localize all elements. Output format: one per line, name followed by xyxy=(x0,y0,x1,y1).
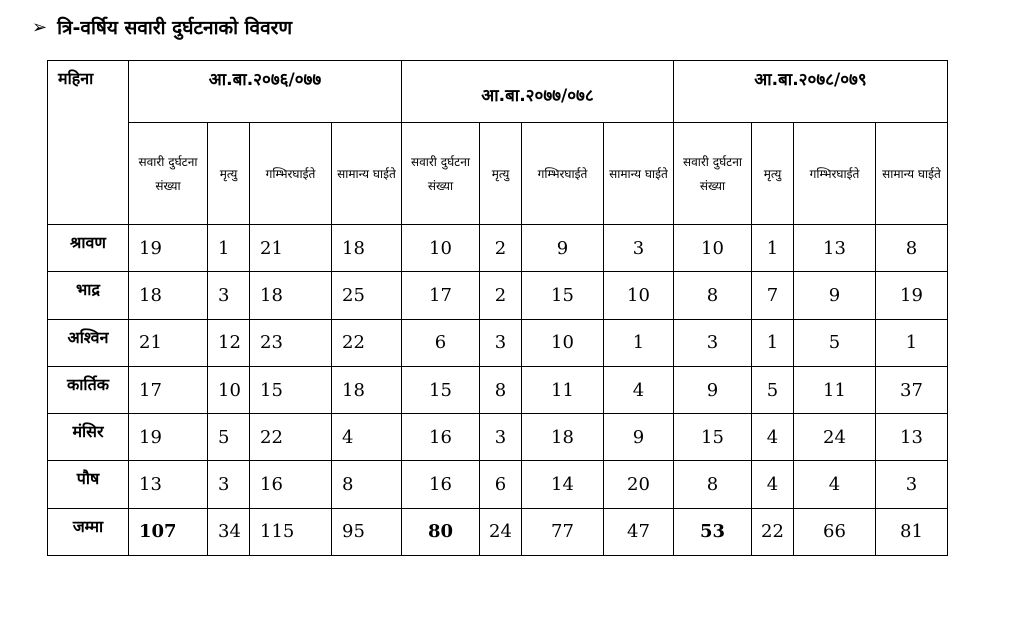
heading-title: त्रि-वर्षिय सवारी दुर्घटनाको विवरण xyxy=(57,17,293,39)
value-cell: 34 xyxy=(208,508,250,555)
value-cell: 15 xyxy=(522,272,604,319)
value-cell: 115 xyxy=(250,508,332,555)
month-cell: कार्तिक xyxy=(48,366,129,413)
value-cell: 66 xyxy=(794,508,876,555)
value-cell: 3 xyxy=(208,461,250,508)
value-cell: 12 xyxy=(208,319,250,366)
value-cell: 5 xyxy=(208,414,250,461)
value-cell: 6 xyxy=(402,319,480,366)
value-cell: 11 xyxy=(522,366,604,413)
subheader-deaths: मृत्यु xyxy=(480,123,522,225)
value-cell: 13 xyxy=(129,461,208,508)
value-cell: 1 xyxy=(752,319,794,366)
subheader-accidents: सवारी दुर्घटना संख्या xyxy=(674,123,752,225)
value-cell: 14 xyxy=(522,461,604,508)
month-cell: भाद्र xyxy=(48,272,129,319)
section-heading xyxy=(32,14,292,40)
value-cell: 24 xyxy=(794,414,876,461)
subheader-serious-injured: गम्भिरघाईते xyxy=(794,123,876,225)
value-cell: 1 xyxy=(752,225,794,272)
month-cell: मंसिर xyxy=(48,414,129,461)
year-header-1: आ.बा.२०७६/०७७ xyxy=(129,61,402,123)
accident-table xyxy=(47,60,948,556)
subheader-accidents: सवारी दुर्घटना संख्या xyxy=(129,123,208,225)
subheader-serious-injured: गम्भिरघाईते xyxy=(522,123,604,225)
value-cell: 9 xyxy=(674,366,752,413)
year-header-3: आ.बा.२०७८/०७९ xyxy=(674,61,948,123)
value-cell: 13 xyxy=(876,414,948,461)
value-cell: 15 xyxy=(674,414,752,461)
value-cell: 13 xyxy=(794,225,876,272)
table-row xyxy=(48,366,948,413)
value-cell: 95 xyxy=(332,508,402,555)
value-cell: 18 xyxy=(332,225,402,272)
value-cell: 22 xyxy=(332,319,402,366)
value-cell: 3 xyxy=(674,319,752,366)
year-header-2: आ.बा.२०७७/०७८ xyxy=(402,61,674,123)
value-cell: 9 xyxy=(522,225,604,272)
value-cell: 3 xyxy=(208,272,250,319)
value-cell: 22 xyxy=(752,508,794,555)
value-cell: 16 xyxy=(402,461,480,508)
value-cell: 80 xyxy=(402,508,480,555)
value-cell: 18 xyxy=(522,414,604,461)
value-cell: 24 xyxy=(480,508,522,555)
subheader-serious-injured: गम्भिरघाईते xyxy=(250,123,332,225)
value-cell: 15 xyxy=(250,366,332,413)
value-cell: 25 xyxy=(332,272,402,319)
value-cell: 10 xyxy=(674,225,752,272)
value-cell: 15 xyxy=(402,366,480,413)
value-cell: 1 xyxy=(208,225,250,272)
value-cell: 3 xyxy=(480,414,522,461)
value-cell: 3 xyxy=(876,461,948,508)
table-body xyxy=(48,225,948,556)
value-cell: 4 xyxy=(332,414,402,461)
value-cell: 4 xyxy=(752,461,794,508)
value-cell: 37 xyxy=(876,366,948,413)
subheader-minor-injured: सामान्य घाईते xyxy=(876,123,948,225)
value-cell: 4 xyxy=(794,461,876,508)
subheader-accidents: सवारी दुर्घटना संख्या xyxy=(402,123,480,225)
value-cell: 16 xyxy=(402,414,480,461)
value-cell: 11 xyxy=(794,366,876,413)
value-cell: 8 xyxy=(332,461,402,508)
value-cell: 17 xyxy=(402,272,480,319)
month-header: महिना xyxy=(48,61,129,225)
value-cell: 3 xyxy=(604,225,674,272)
subheader-deaths: मृत्यु xyxy=(208,123,250,225)
value-cell: 107 xyxy=(129,508,208,555)
subheader-minor-injured: सामान्य घाईते xyxy=(604,123,674,225)
value-cell: 77 xyxy=(522,508,604,555)
subheader-deaths: मृत्यु xyxy=(752,123,794,225)
value-cell: 10 xyxy=(522,319,604,366)
arrow-bullet-icon: ➢ xyxy=(32,16,48,38)
value-cell: 8 xyxy=(674,272,752,319)
month-cell: जम्मा xyxy=(48,508,129,555)
value-cell: 47 xyxy=(604,508,674,555)
value-cell: 6 xyxy=(480,461,522,508)
value-cell: 2 xyxy=(480,272,522,319)
value-cell: 18 xyxy=(250,272,332,319)
value-cell: 23 xyxy=(250,319,332,366)
value-cell: 9 xyxy=(604,414,674,461)
total-row xyxy=(48,508,948,555)
value-cell: 1 xyxy=(876,319,948,366)
table-row xyxy=(48,225,948,272)
value-cell: 53 xyxy=(674,508,752,555)
month-cell: श्रावण xyxy=(48,225,129,272)
value-cell: 1 xyxy=(604,319,674,366)
table-row xyxy=(48,414,948,461)
value-cell: 8 xyxy=(674,461,752,508)
value-cell: 8 xyxy=(480,366,522,413)
value-cell: 8 xyxy=(876,225,948,272)
value-cell: 17 xyxy=(129,366,208,413)
value-cell: 5 xyxy=(794,319,876,366)
value-cell: 19 xyxy=(129,225,208,272)
table-row xyxy=(48,461,948,508)
value-cell: 5 xyxy=(752,366,794,413)
value-cell: 10 xyxy=(604,272,674,319)
value-cell: 16 xyxy=(250,461,332,508)
value-cell: 3 xyxy=(480,319,522,366)
value-cell: 22 xyxy=(250,414,332,461)
value-cell: 7 xyxy=(752,272,794,319)
value-cell: 2 xyxy=(480,225,522,272)
table-row xyxy=(48,272,948,319)
month-cell: पौष xyxy=(48,461,129,508)
value-cell: 20 xyxy=(604,461,674,508)
value-cell: 10 xyxy=(208,366,250,413)
value-cell: 21 xyxy=(129,319,208,366)
value-cell: 19 xyxy=(876,272,948,319)
value-cell: 10 xyxy=(402,225,480,272)
value-cell: 18 xyxy=(332,366,402,413)
month-cell: अश्विन xyxy=(48,319,129,366)
value-cell: 9 xyxy=(794,272,876,319)
value-cell: 19 xyxy=(129,414,208,461)
value-cell: 81 xyxy=(876,508,948,555)
value-cell: 4 xyxy=(604,366,674,413)
value-cell: 4 xyxy=(752,414,794,461)
table-row xyxy=(48,319,948,366)
value-cell: 18 xyxy=(129,272,208,319)
subheader-minor-injured: सामान्य घाईते xyxy=(332,123,402,225)
value-cell: 21 xyxy=(250,225,332,272)
